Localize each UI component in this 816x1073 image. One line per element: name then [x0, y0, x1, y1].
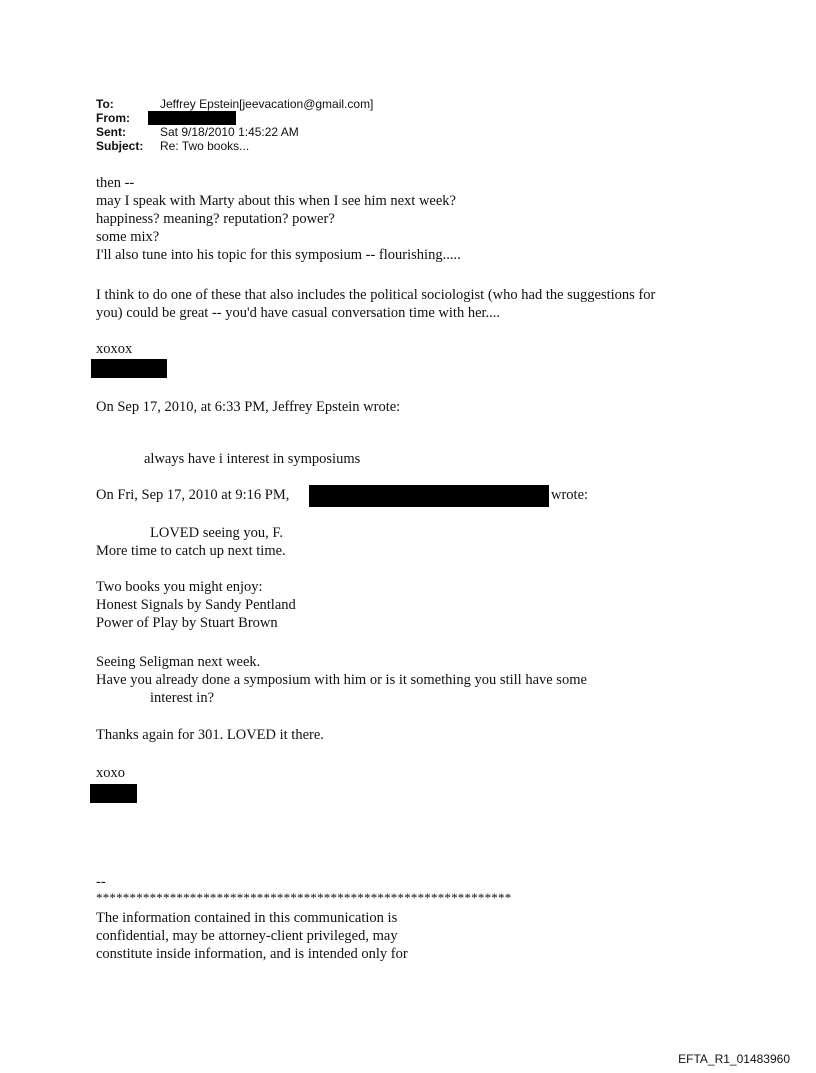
subject-value: Re: Two books...	[160, 139, 250, 153]
stars-divider: **************************************************************	[96, 890, 512, 905]
redaction-box	[309, 485, 549, 507]
seligman-line: Have you already done a symposium with him or is it something you still have some	[96, 672, 587, 688]
quote1-attribution: On Sep 17, 2010, at 6:33 PM, Jeffrey Epstein wrote:	[96, 399, 401, 415]
book-item: Power of Play by Stuart Brown	[96, 615, 278, 631]
from-label: From:	[96, 111, 130, 125]
reply-line: some mix?	[96, 229, 160, 245]
subject-label: Subject:	[96, 139, 144, 153]
sent-label: Sent:	[96, 125, 126, 139]
sent-value: Sat 9/18/2010 1:45:22 AM	[160, 125, 299, 139]
redaction-box	[91, 359, 167, 378]
quote2-signoff: xoxo	[96, 765, 125, 781]
to-value: Jeffrey Epstein[jeevacation@gmail.com]	[160, 97, 374, 111]
reply-paragraph-2	[96, 286, 655, 322]
disclaimer-line: constitute inside information, and is intended only for	[96, 946, 408, 962]
thanks-line: Thanks again for 301. LOVED it there.	[96, 727, 324, 743]
quote2-attribution-start: On Fri, Sep 17, 2010 at 9:16 PM,	[96, 487, 290, 503]
seligman-block	[96, 653, 587, 707]
books-block	[96, 578, 296, 632]
disclaimer-line: confidential, may be attorney-client privileged, may	[96, 928, 398, 944]
quote2-line: More time to catch up next time.	[96, 543, 286, 559]
reply-line: may I speak with Marty about this when I see him next week?	[96, 193, 456, 209]
reply-line: I'll also tune into his topic for this symposium -- flourishing.....	[96, 247, 461, 263]
reply-line: happiness? meaning? reputation? power?	[96, 211, 335, 227]
disclaimer-block	[96, 909, 408, 963]
books-intro: Two books you might enjoy:	[96, 579, 263, 595]
seligman-line: Seeing Seligman next week.	[96, 654, 261, 670]
book-item: Honest Signals by Sandy Pentland	[96, 597, 296, 613]
reply-line: you) could be great -- you'd have casual conversation time with her....	[96, 305, 501, 321]
signature-dash: --	[96, 874, 106, 890]
reply-signoff: xoxox	[96, 341, 133, 357]
redaction-box	[90, 784, 137, 803]
document-id: EFTA_R1_01483960	[678, 1052, 790, 1066]
disclaimer-line: The information contained in this communication is	[96, 910, 398, 926]
to-label: To:	[96, 97, 114, 111]
quote2-attribution	[96, 486, 289, 504]
quote1-text: always have i interest in symposiums	[144, 451, 361, 467]
redaction-box	[148, 111, 236, 125]
reply-line: then --	[96, 175, 135, 191]
quote2-greeting: LOVED seeing you, F.	[150, 525, 283, 541]
reply-line: I think to do one of these that also includes the political sociologist (who had the suggestions for	[96, 287, 656, 303]
reply-body	[96, 174, 461, 264]
seligman-line: interest in?	[150, 690, 215, 706]
quote2-attribution-end: wrote:	[551, 487, 589, 503]
